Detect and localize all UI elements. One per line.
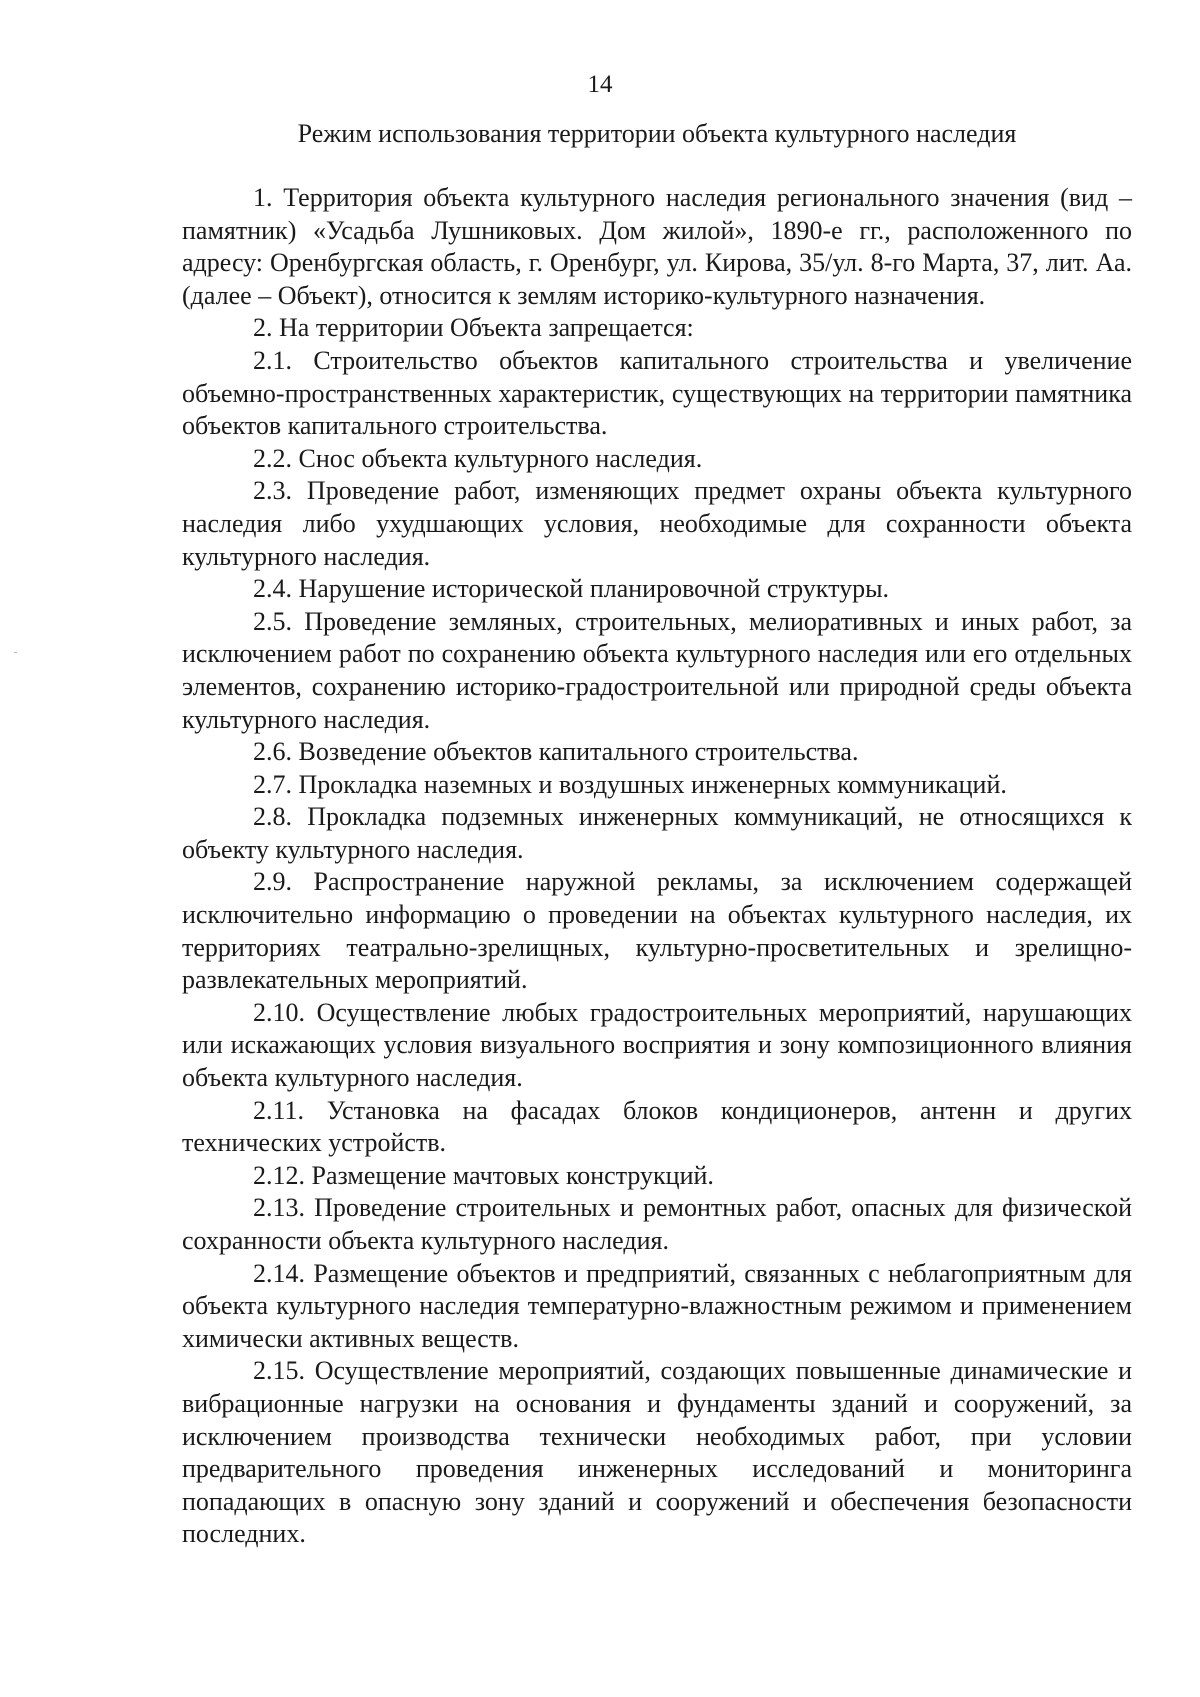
- paragraph-2-9: 2.9. Распространение наружной рекламы, за исключением содержащей исключительно информацию о проведении на объектах культурного наследия, их территориях театрально-зрелищных, культурно-просветительных и зрелищно-развлекательных мероприятий.: [182, 867, 1132, 995]
- paragraph-2-8: 2.8. Прокладка подземных инженерных коммуникаций, не относящихся к объекту культурного наследия.: [182, 802, 1132, 864]
- paragraph-2-7: 2.7. Прокладка наземных и воздушных инженерных коммуникаций.: [253, 769, 1007, 799]
- paragraph-2-12: 2.12. Размещение мачтовых конструкций.: [253, 1160, 714, 1190]
- paragraph-2-15: 2.15. Осуществление мероприятий, создающих повышенные динамические и вибрационные нагрузки на основания и фундаменты зданий и сооружений, за исключением производства технически необходимых работ, при условии предварительного проведения инженерных исследований и мониторинга попадающих в опасную зону зданий и сооружений и обеспечения безопасности последних.: [182, 1356, 1132, 1549]
- scan-speck: [14, 652, 17, 653]
- paragraph-2-4: 2.4. Нарушение исторической планировочной структуры.: [253, 574, 890, 604]
- paragraph-2-6: 2.6. Возведение объектов капитального строительства.: [253, 737, 859, 767]
- paragraph-2: 2. На территории Объекта запрещается:: [253, 313, 694, 343]
- document-title: Режим использования территории объекта культурного наследия: [297, 119, 1017, 148]
- paragraph-1: 1. Территория объекта культурного наследия регионального значения (вид – памятник) «Усадьба Лушниковых. Дом жилой», 1890-е гг., расположенного по адресу: Оренбургская область, г. Оренбург, ул. Кирова, 35/ул. 8-го Марта, 37, лит. Аа. (далее – Объект), относится к землям историко-культурного назначения.: [182, 183, 1132, 310]
- paragraph-2-13: 2.13. Проведение строительных и ремонтных работ, опасных для физической сохранности объекта культурного наследия.: [182, 1193, 1132, 1255]
- paragraph-2-1: 2.1. Строительство объектов капитального строительства и увеличение объемно-пространственных характеристик, существующих на территории памятника объектов капитального строительства.: [182, 345, 1132, 441]
- paragraph-2-11: 2.11. Установка на фасадах блоков кондиционеров, антенн и других технических устройств.: [182, 1095, 1132, 1158]
- paragraph-2-2: 2.2. Снос объекта культурного наследия.: [253, 443, 703, 473]
- paragraph-2-3: 2.3. Проведение работ, изменяющих предмет охраны объекта культурного наследия либо ухудшающих условия, необходимые для сохранности объекта культурного наследия.: [182, 476, 1132, 571]
- page-number: 14: [587, 71, 613, 98]
- paragraph-2-14: 2.14. Размещение объектов и предприятий, связанных с неблагоприятным для объекта культурного наследия температурно-влажностным режимом и применением химически активных веществ.: [182, 1258, 1132, 1353]
- paragraph-2-5: 2.5. Проведение земляных, строительных, мелиоративных и иных работ, за исключением работ по сохранению объекта культурного наследия или его отдельных элементов, сохранению историко-градостроительной или природной среды объекта культурного наследия.: [182, 606, 1132, 734]
- paragraph-2-10: 2.10. Осуществление любых градостроительных мероприятий, нарушающих или искажающих условия визуального восприятия и зону композиционного влияния объекта культурного наследия.: [182, 997, 1132, 1093]
- document-body: [182, 182, 1132, 1551]
